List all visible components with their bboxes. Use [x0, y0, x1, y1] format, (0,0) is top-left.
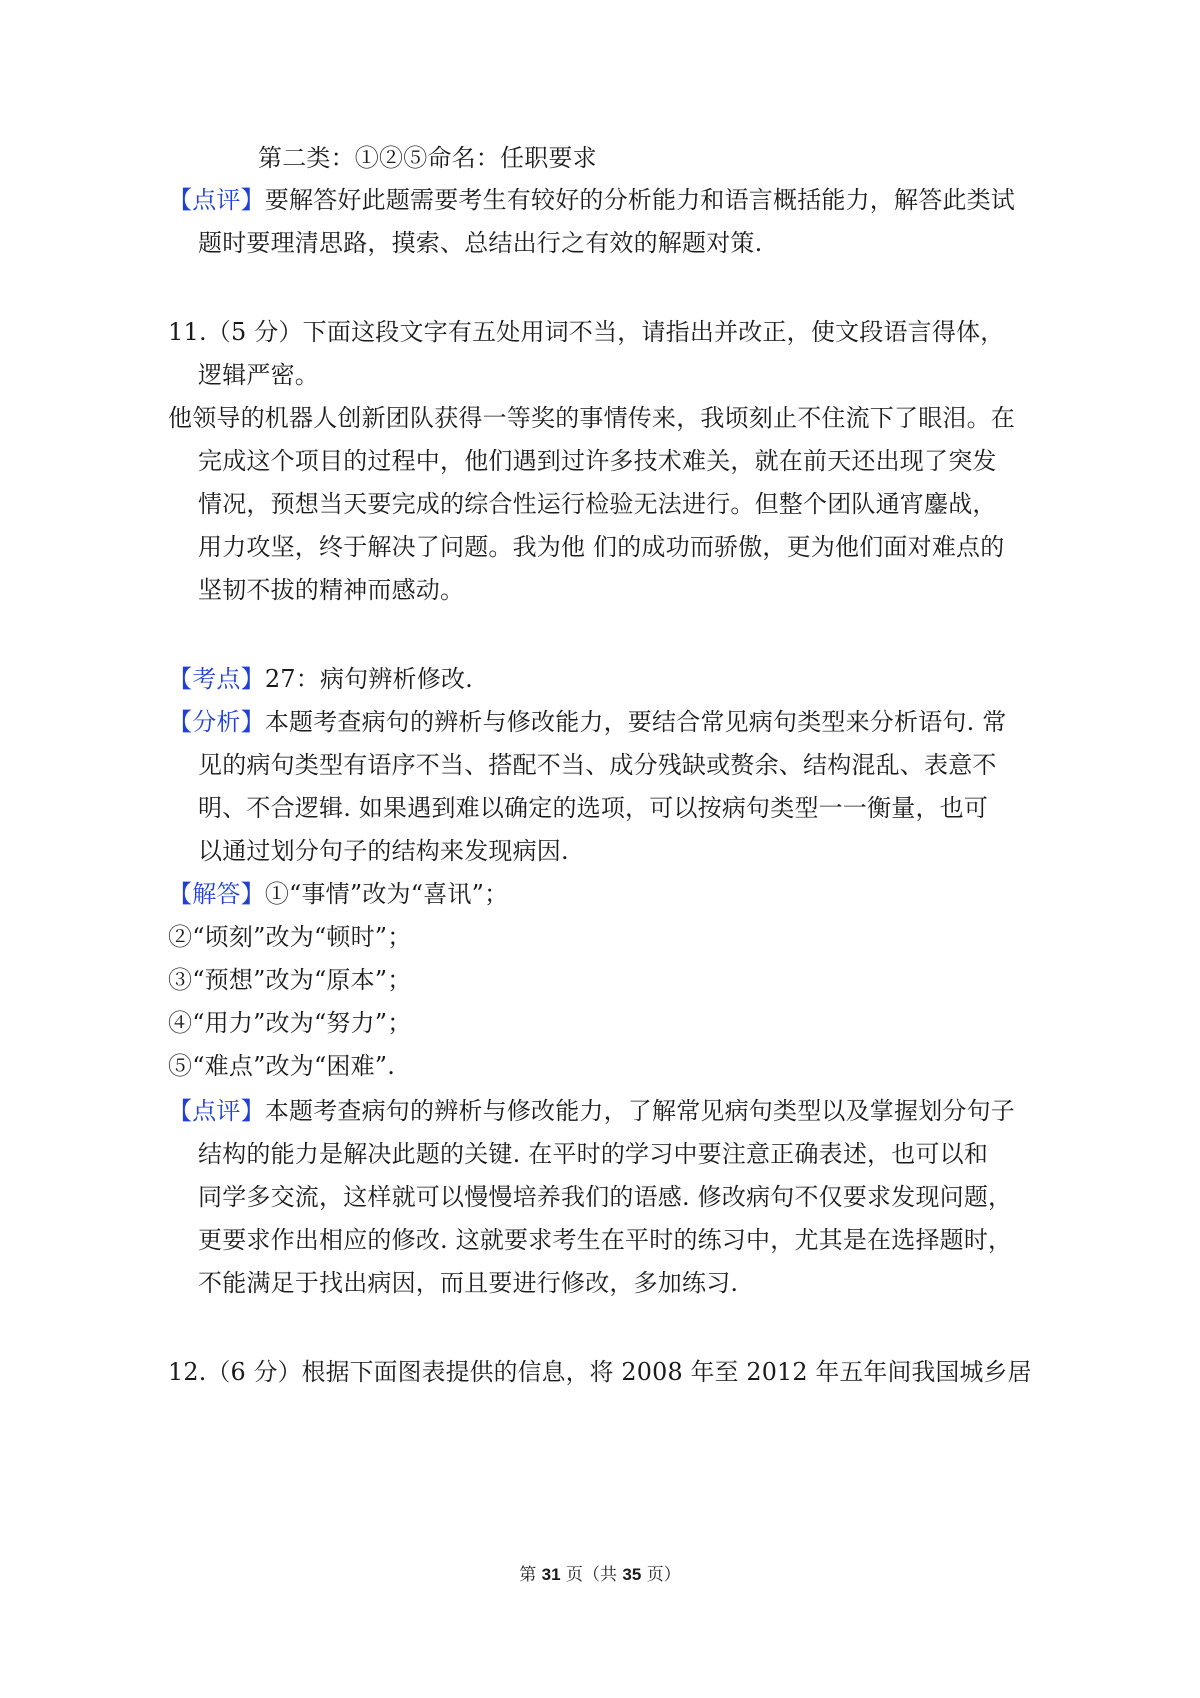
analysis-text: 本题考查病句的辨析与修改能力，要结合常见病句类型来分析语句. 常 [264, 708, 1007, 736]
comment-line [168, 1096, 1015, 1126]
comment-line [168, 185, 1015, 215]
text-line: 题时要理清思路，摸索、总结出行之有效的解题对策. [198, 229, 763, 257]
comment-tag: 【点评】 [168, 186, 265, 214]
passage-line: 他领导的机器人创新团队获得一等奖的事情传来，我顷刻止不住流下了眼泪。在 [168, 404, 1015, 432]
text-line: 同学多交流，这样就可以慢慢培养我们的语感. 修改病句不仅要求发现问题， [198, 1183, 1013, 1211]
answer-tag: 【解答】 [168, 880, 265, 908]
answer-text: ①“事情”改为“喜讯”； [264, 880, 509, 908]
answer-item: ⑤“难点”改为“困难”. [168, 1052, 396, 1080]
passage-line: 完成这个项目的过程中，他们遇到过许多技术难关，就在前天还出现了突发 [198, 447, 997, 475]
text-line: 第二类：①②⑤命名：任职要求 [258, 144, 597, 172]
footer-middle: 页（共 [560, 1565, 623, 1585]
passage-line: 情况，预想当天要完成的综合性运行检验无法进行。但整个团队通宵鏖战， [198, 490, 997, 518]
text-line: 逻辑严密。 [198, 361, 319, 389]
analysis-line [168, 707, 1006, 737]
text-line: 更要求作出相应的修改. 这就要求考生在平时的练习中，尤其是在选择题时， [198, 1226, 1013, 1254]
knowledge-point-tag: 【考点】 [168, 665, 265, 693]
footer-page-total: 35 [622, 1565, 642, 1584]
footer-prefix: 第 [519, 1565, 542, 1585]
question-11-line: 11.（5 分）下面这段文字有五处用词不当，请指出并改正，使文段语言得体， [168, 318, 1005, 346]
answer-item: ③“预想”改为“原本”； [168, 966, 412, 994]
answer-item: ④“用力”改为“努力”； [168, 1009, 412, 1037]
footer-page-number: 31 [541, 1565, 561, 1584]
comment-text: 本题考查病句的辨析与修改能力，了解常见病句类型以及掌握划分句子 [264, 1097, 1016, 1125]
comment-tag: 【点评】 [168, 1097, 265, 1125]
text-line: 见的病句类型有语序不当、搭配不当、成分残缺或赘余、结构混乱、表意不 [198, 751, 997, 779]
answer-item: ②“顷刻”改为“顿时”； [168, 923, 412, 951]
comment-text: 要解答好此题需要考生有较好的分析能力和语言概括能力，解答此类试 [264, 186, 1016, 214]
text-line: 以通过划分句子的结构来发现病因. [198, 837, 569, 865]
knowledge-point-text: 27：病句辨析修改. [264, 665, 473, 693]
text-line: 不能满足于找出病因，而且要进行修改，多加练习. [198, 1269, 739, 1297]
answer-line [168, 879, 508, 909]
footer-suffix: 页） [641, 1565, 681, 1585]
analysis-tag: 【分析】 [168, 708, 265, 736]
question-12-line: 12.（6 分）根据下面图表提供的信息，将 2008 年至 2012 年五年间我国城乡居 [168, 1358, 1032, 1386]
text-line: 结构的能力是解决此题的关键. 在平时的学习中要注意正确表述，也可以和 [198, 1140, 989, 1168]
knowledge-point-line [168, 664, 473, 694]
passage-line: 用力攻坚，终于解决了问题。我为他 们的成功而骄傲，更为他们面对难点的 [198, 533, 1005, 561]
text-line: 明、不合逻辑. 如果遇到难以确定的选项，可以按病句类型一一衡量，也可 [198, 794, 989, 822]
page-footer [0, 1564, 1200, 1586]
passage-line: 坚韧不拔的精神而感动。 [198, 576, 465, 604]
